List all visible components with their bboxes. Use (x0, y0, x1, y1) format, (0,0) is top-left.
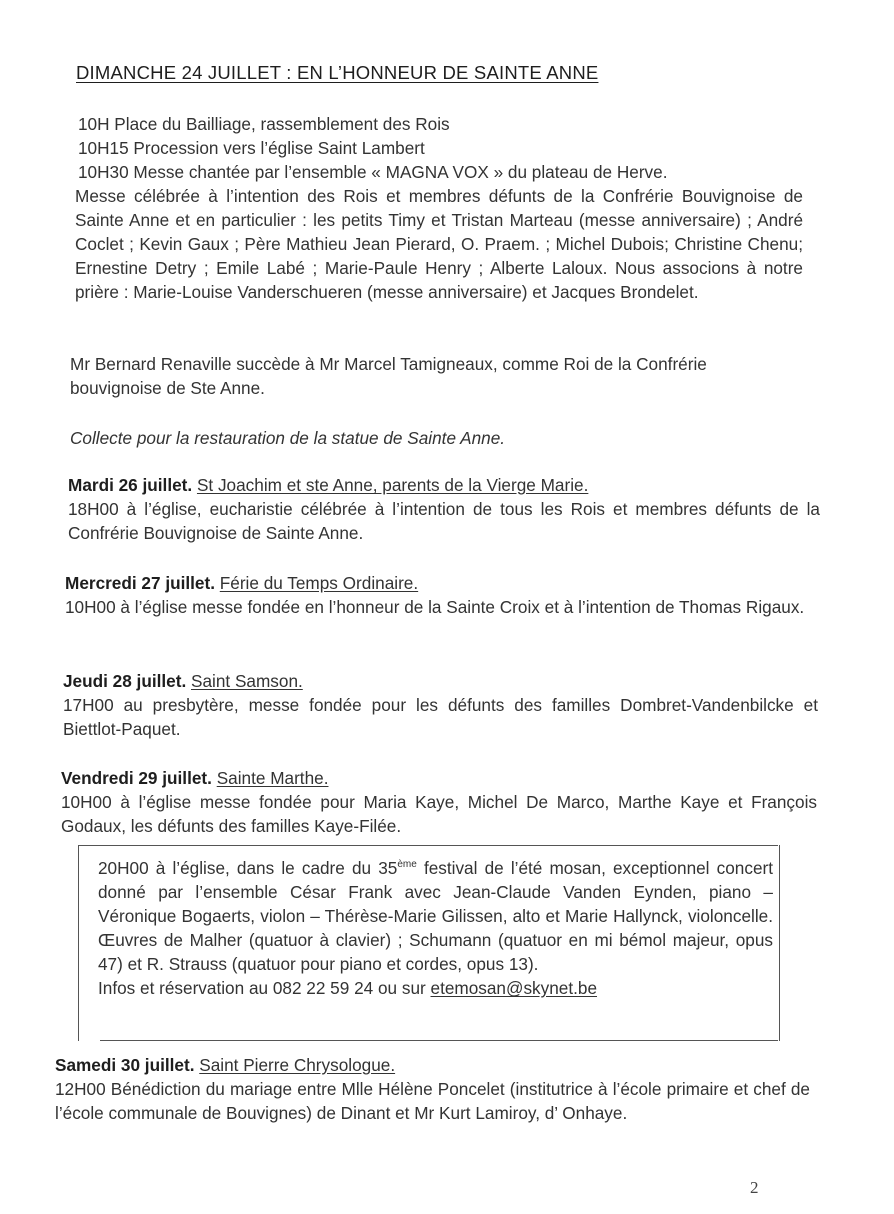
collection-text: Collecte pour la restauration de la statue de Sainte Anne. (70, 428, 506, 448)
schedule-line: 10H30 Messe chantée par l’ensemble « MAGNA VOX » du plateau de Herve. (78, 162, 668, 182)
day-label: Mardi 26 juillet. (68, 475, 193, 495)
day-label: Mercredi 27 juillet. (65, 573, 215, 593)
day-entry-friday (61, 766, 817, 838)
intention-paragraph: Messe célébrée à l’intention des Rois et membres défunts de la Confrérie Bouvignoise de Sainte Anne et en particulier : les petits Timy et Tristan Marteau (messe anniversaire) ; André Coclet ; Kevin Gaux ; Père Mathieu Jean Pierard, O. Praem. ; Michel Dubois; Christine Chenu; Ernestine Detry ; Emile Labé ; Marie-Paule Henry ; Alberte Laloux. Nous associons à notre prière : Marie-Louise Vanderschueren (messe anniversaire) et Jacques Brondelet. (75, 186, 803, 302)
day-entry-thursday (63, 669, 818, 741)
concert-info: Infos et réservation au 082 22 59 24 ou sur (98, 978, 431, 998)
feast-name: Férie du Temps Ordinaire. (219, 573, 419, 593)
day-entry-wednesday (65, 571, 818, 619)
email-link[interactable]: etemosan@skynet.be (430, 978, 598, 998)
page-number: 2 (750, 1178, 759, 1197)
ordinal-suffix: ème (397, 859, 417, 870)
day-text: 12H00 Bénédiction du mariage entre Mlle Hélène Poncelet (institutrice à l’école primaire et chef de l’école communale de Bouvignes) de Dinant et Mr Kurt Lamiroy, d’ Onhaye. (55, 1079, 810, 1123)
feast-name: Saint Pierre Chrysologue. (199, 1055, 396, 1075)
concert-text-start: 20H00 à l’église, dans le cadre du 35 (98, 858, 398, 878)
page-title: DIMANCHE 24 JUILLET : EN L’HONNEUR DE SAINTE ANNE (76, 62, 599, 83)
sunday-schedule (78, 112, 798, 184)
schedule-line: 10H15 Procession vers l’église Saint Lambert (78, 138, 425, 158)
day-label: Samedi 30 juillet. (55, 1055, 195, 1075)
day-text: 18H00 à l’église, eucharistie célébrée à l’intention de tous les Rois et membres défunts de la Confrérie Bouvignoise de Sainte Anne. (68, 499, 820, 543)
day-text: 10H00 à l’église messe fondée pour Maria Kaye, Michel De Marco, Marthe Kaye et François Godaux, les défunts des familles Kaye-Filée. (61, 792, 817, 836)
day-label: Jeudi 28 juillet. (63, 671, 187, 691)
day-entry-tuesday (68, 473, 820, 545)
collection-note (70, 426, 770, 450)
day-label: Vendredi 29 juillet. (61, 768, 212, 788)
feast-name: Sainte Marthe. (216, 768, 329, 788)
concert-text-rest: festival de l’été mosan, exceptionnel concert donné par l’ensemble César Frank avec Jean-Claude Vanden Eynden, piano – Véronique Bogaerts, violon – Thérèse-Marie Gilissen, alto et Marie Hallynck, violoncelle. Œuvres de Malher (quatuor à clavier) ; Schumann (quatuor en mi bémol majeur, opus 47) et R. Strauss (quatuor pour piano et cordes, opus 13). (98, 858, 773, 974)
feast-name: Saint Samson. (191, 671, 303, 691)
feast-name: St Joachim et ste Anne, parents de la Vierge Marie. (196, 475, 589, 495)
schedule-line: 10H Place du Bailliage, rassemblement des Rois (78, 114, 450, 134)
box-top-rule (78, 845, 778, 846)
king-announcement (70, 352, 770, 400)
day-text: 17H00 au presbytère, messe fondée pour les défunts des familles Dombret-Vandenbilcke et Biettlot-Paquet. (63, 695, 818, 739)
box-bottom-rule (100, 1040, 778, 1041)
day-entry-saturday (55, 1053, 810, 1125)
king-paragraph: Mr Bernard Renaville succède à Mr Marcel Tamigneaux, comme Roi de la Confrérie bouvignoise de Ste Anne. (70, 354, 707, 398)
sunday-intention (75, 184, 803, 304)
day-text: 10H00 à l’église messe fondée en l’honneur de la Sainte Croix et à l’intention de Thomas Rigaux. (65, 597, 805, 617)
concert-announcement (98, 856, 773, 1000)
